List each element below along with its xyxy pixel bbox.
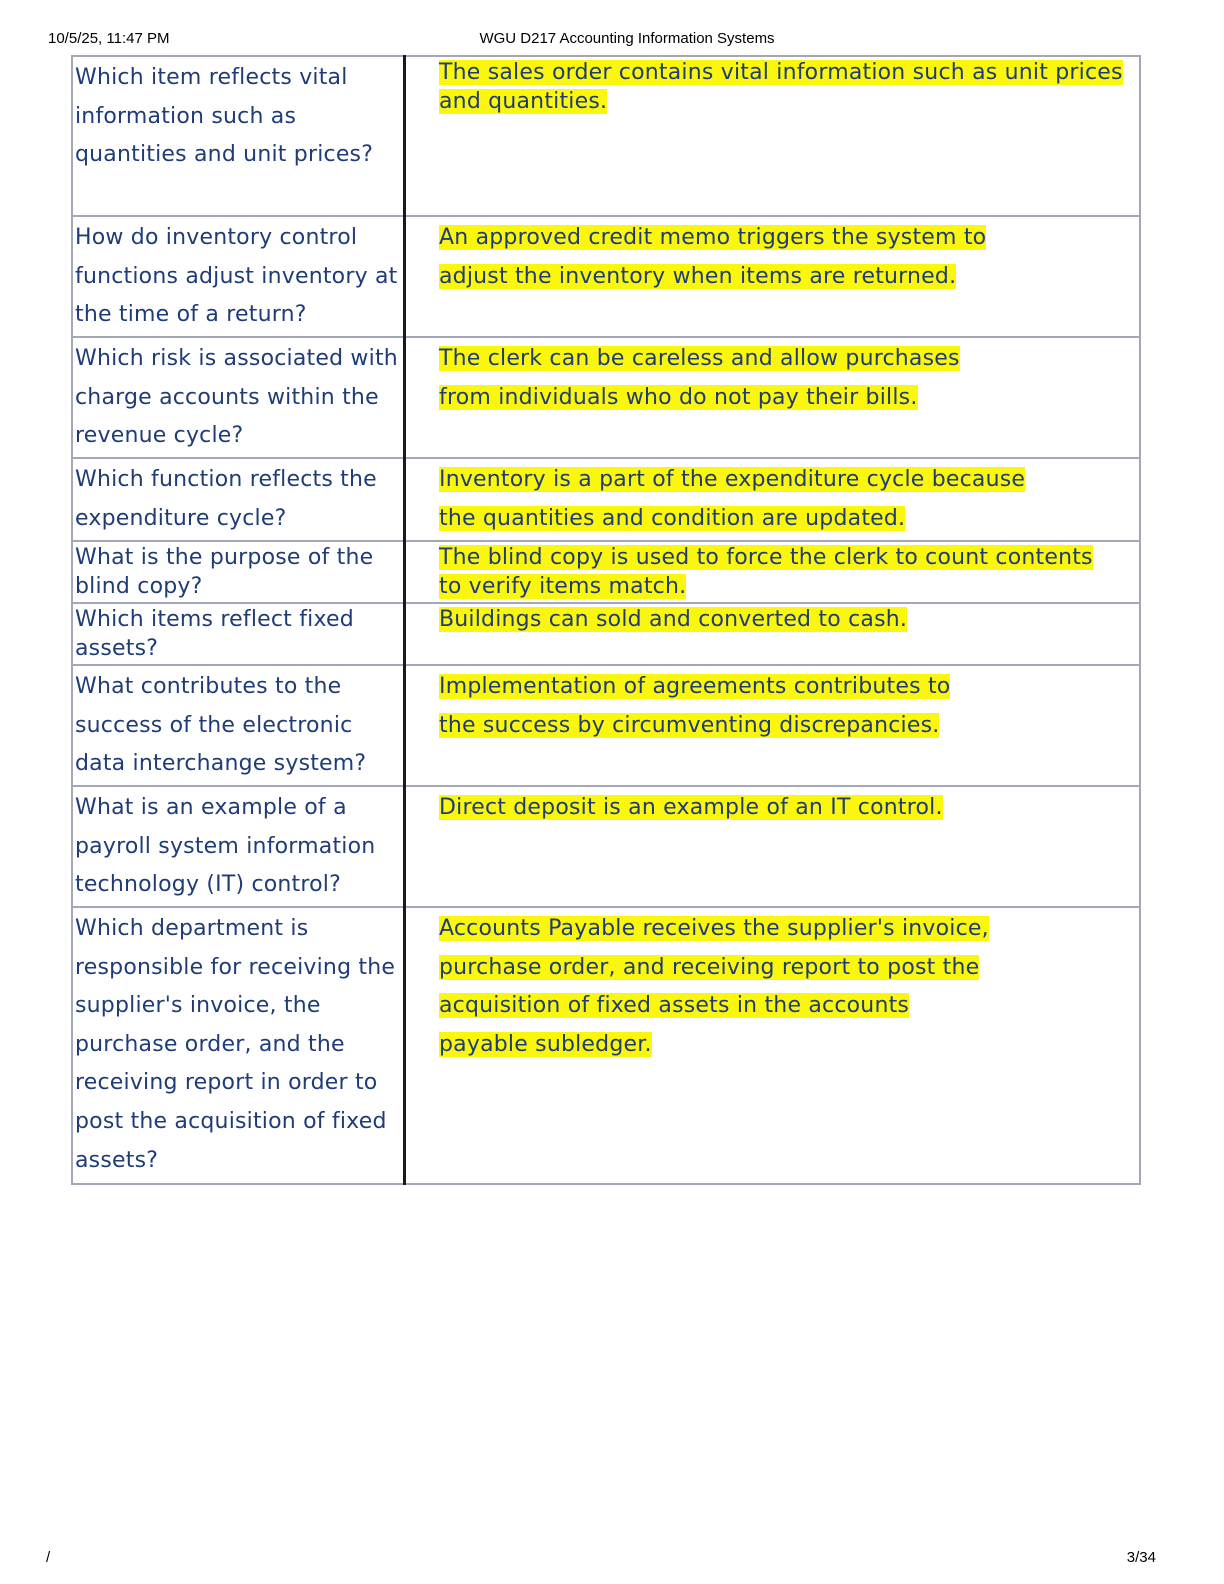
question-cell — [72, 458, 405, 541]
question-text: How do inventory control functions adjust inventory at the time of a return? — [75, 225, 398, 328]
answer-cell — [405, 216, 1141, 337]
answer-text: The blind copy is used to force the clerk to count contents to verify items match. — [439, 545, 1093, 599]
answer-text: An approved credit memo triggers the system to adjust the inventory when items are returned. — [439, 225, 987, 289]
question-cell — [72, 541, 405, 603]
question-cell — [72, 56, 405, 216]
question-text: Which department is responsible for receiving the supplier's invoice, the purchase order, and the receiving report in order to post the acquisition of fixed assets? — [75, 916, 396, 1173]
answer-cell — [405, 786, 1141, 907]
table-row — [72, 665, 1140, 786]
question-text: What is an example of a payroll system information technology (IT) control? — [75, 795, 376, 898]
question-cell — [72, 907, 405, 1184]
question-cell — [72, 786, 405, 907]
table-row — [72, 56, 1140, 216]
answer-text: Inventory is a part of the expenditure cycle because the quantities and condition are updated. — [439, 467, 1026, 531]
question-cell — [72, 603, 405, 665]
question-text: Which function reflects the expenditure cycle? — [75, 467, 377, 531]
question-cell — [72, 665, 405, 786]
question-cell — [72, 337, 405, 458]
answer-cell — [405, 907, 1141, 1184]
answer-cell — [405, 603, 1141, 665]
answer-text: The sales order contains vital information such as unit prices and quantities. — [439, 60, 1123, 114]
question-cell — [72, 216, 405, 337]
table-row — [72, 603, 1140, 665]
answer-text: Accounts Payable receives the supplier's invoice, purchase order, and receiving report to post the acquisition of fixed assets in the accounts payable subledger. — [439, 916, 989, 1057]
footer-url: / — [46, 1549, 51, 1566]
answer-cell — [405, 458, 1141, 541]
answer-cell — [405, 541, 1141, 603]
answer-cell — [405, 337, 1141, 458]
table-row — [72, 907, 1140, 1184]
answer-text: Implementation of agreements contributes to the success by circumventing discrepancies. — [439, 674, 951, 738]
answer-cell — [405, 665, 1141, 786]
question-text: What contributes to the success of the electronic data interchange system? — [75, 674, 367, 777]
question-text: Which risk is associated with charge accounts within the revenue cycle? — [75, 346, 398, 449]
document-title: WGU D217 Accounting Information Systems — [479, 30, 775, 47]
answer-text: Buildings can sold and converted to cash. — [439, 607, 908, 632]
table-row — [72, 458, 1140, 541]
question-text: Which items reflect fixed assets? — [75, 607, 354, 661]
table-row — [72, 216, 1140, 337]
question-text: Which item reflects vital information such as quantities and unit prices? — [75, 65, 374, 168]
page-number: 3/34 — [1126, 1549, 1156, 1566]
question-text: What is the purpose of the blind copy? — [75, 545, 374, 599]
qa-table — [71, 55, 1141, 1185]
table-row — [72, 786, 1140, 907]
print-datetime: 10/5/25, 11:47 PM — [48, 30, 170, 47]
answer-text: The clerk can be careless and allow purchases from individuals who do not pay their bills. — [439, 346, 960, 410]
answer-cell — [405, 56, 1141, 216]
table-row — [72, 541, 1140, 603]
answer-text: Direct deposit is an example of an IT control. — [439, 795, 943, 820]
table-row — [72, 337, 1140, 458]
